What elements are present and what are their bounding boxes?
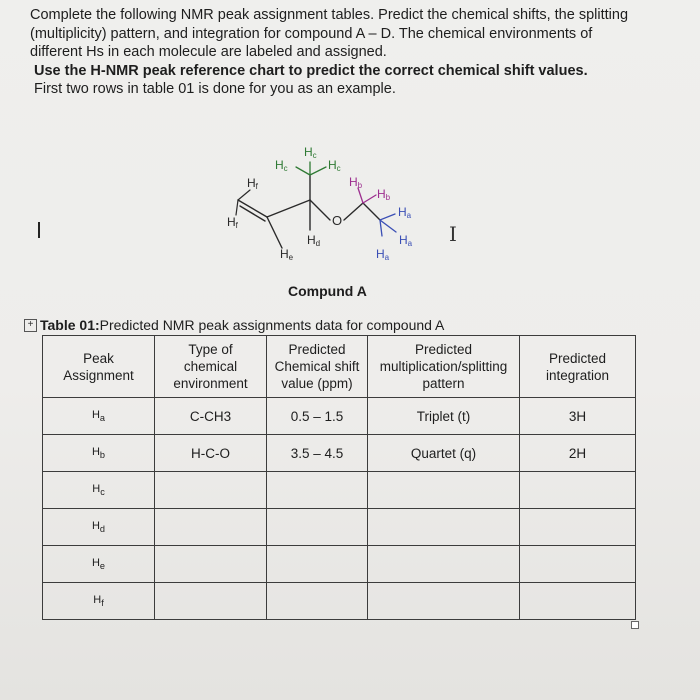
table-caption-text: Predicted NMR peak assignments data for compound A — [99, 317, 445, 333]
cell-splitting[interactable] — [368, 509, 520, 546]
instruction-line-2: (multiplicity) pattern, and integration for compound A – D. The chemical environments of — [30, 25, 593, 42]
instruction-line-4-bold: Use the H-NMR peak reference chart to predict the correct chemical shift values. — [34, 62, 588, 79]
cell-type[interactable]: H-C-O — [155, 435, 267, 472]
header-integration[interactable]: Predicted integration — [520, 336, 636, 398]
cell-integration[interactable]: 2H — [520, 435, 636, 472]
header-chemical-shift[interactable]: Predicted Chemical shift value (ppm) — [267, 336, 368, 398]
cell-peak[interactable]: $H_f$ — [43, 583, 155, 620]
cell-integration[interactable] — [520, 583, 636, 620]
label-ha-1: Ha — [398, 205, 412, 220]
oxygen-atom: O — [332, 213, 343, 228]
table-row — [43, 398, 636, 435]
cell-integration[interactable] — [520, 472, 636, 509]
table-row — [43, 546, 636, 583]
table-row — [43, 509, 636, 546]
instruction-line-5: First two rows in table 01 is done for you as an example. — [34, 81, 396, 97]
cell-peak[interactable]: $H_d$ — [43, 509, 155, 546]
label-hb-2: Hb — [377, 187, 391, 202]
cell-shift[interactable] — [267, 472, 368, 509]
compound-a-structure — [220, 140, 460, 270]
cell-shift[interactable] — [267, 509, 368, 546]
cell-peak[interactable]: $H_e$ — [43, 546, 155, 583]
label-hb-1: Hb — [349, 175, 363, 190]
cell-peak[interactable]: $H_c$ — [43, 472, 155, 509]
header-peak-assignment[interactable]: Peak Assignment — [43, 336, 155, 398]
label-hc-right: Hc — [328, 158, 341, 173]
cell-type[interactable] — [155, 583, 267, 620]
cell-shift[interactable]: 0.5 – 1.5 — [267, 398, 368, 435]
instruction-line-1: Complete the following NMR peak assignment tables. Predict the chemical shifts, the splitting — [30, 7, 629, 23]
cell-splitting[interactable] — [368, 546, 520, 583]
label-hf-upper: Hf — [247, 176, 258, 191]
table-move-handle-icon[interactable]: + — [24, 319, 37, 332]
table-caption-bold: Table 01: — [40, 317, 100, 333]
label-hc-left: Hc — [275, 158, 288, 173]
cell-splitting[interactable]: Triplet (t) — [368, 398, 520, 435]
cell-splitting[interactable]: Quartet (q) — [368, 435, 520, 472]
compound-label: Compund A — [288, 283, 367, 299]
table-caption — [24, 317, 444, 333]
cell-shift[interactable] — [267, 546, 368, 583]
cell-type[interactable]: C-CH3 — [155, 398, 267, 435]
cell-splitting[interactable] — [368, 472, 520, 509]
text-cursor — [38, 222, 40, 238]
cell-integration[interactable]: 3H — [520, 398, 636, 435]
cell-peak[interactable]: $H_b$ — [43, 435, 155, 472]
label-hc-top: Hc — [304, 145, 317, 160]
label-ha-3: Ha — [376, 247, 390, 262]
table-row — [43, 583, 636, 620]
header-splitting-pattern[interactable]: Predicted multiplication/splitting pattern — [368, 336, 520, 398]
ibeam-cursor-icon: I — [449, 222, 457, 246]
table-row — [43, 472, 636, 509]
cell-type[interactable] — [155, 509, 267, 546]
nmr-assignment-table — [42, 335, 636, 620]
label-he: He — [280, 247, 294, 262]
cell-peak[interactable]: $H_a$ — [43, 398, 155, 435]
table-resize-handle[interactable] — [631, 621, 639, 629]
label-ha-2: Ha — [399, 233, 413, 248]
cell-type[interactable] — [155, 472, 267, 509]
table-row — [43, 435, 636, 472]
instructions — [30, 6, 670, 99]
cell-shift[interactable] — [267, 583, 368, 620]
cell-integration[interactable] — [520, 546, 636, 583]
cell-shift[interactable]: 3.5 – 4.5 — [267, 435, 368, 472]
instruction-line-3: different Hs in each molecule are labeled and assigned. — [30, 44, 387, 60]
label-hd: Hd — [307, 233, 321, 248]
label-hf-lower: Hf — [227, 215, 238, 230]
cell-integration[interactable] — [520, 509, 636, 546]
header-chemical-environment[interactable]: Type of chemical environment — [155, 336, 267, 398]
cell-splitting[interactable] — [368, 583, 520, 620]
cell-type[interactable] — [155, 546, 267, 583]
table-header-row — [43, 336, 636, 398]
